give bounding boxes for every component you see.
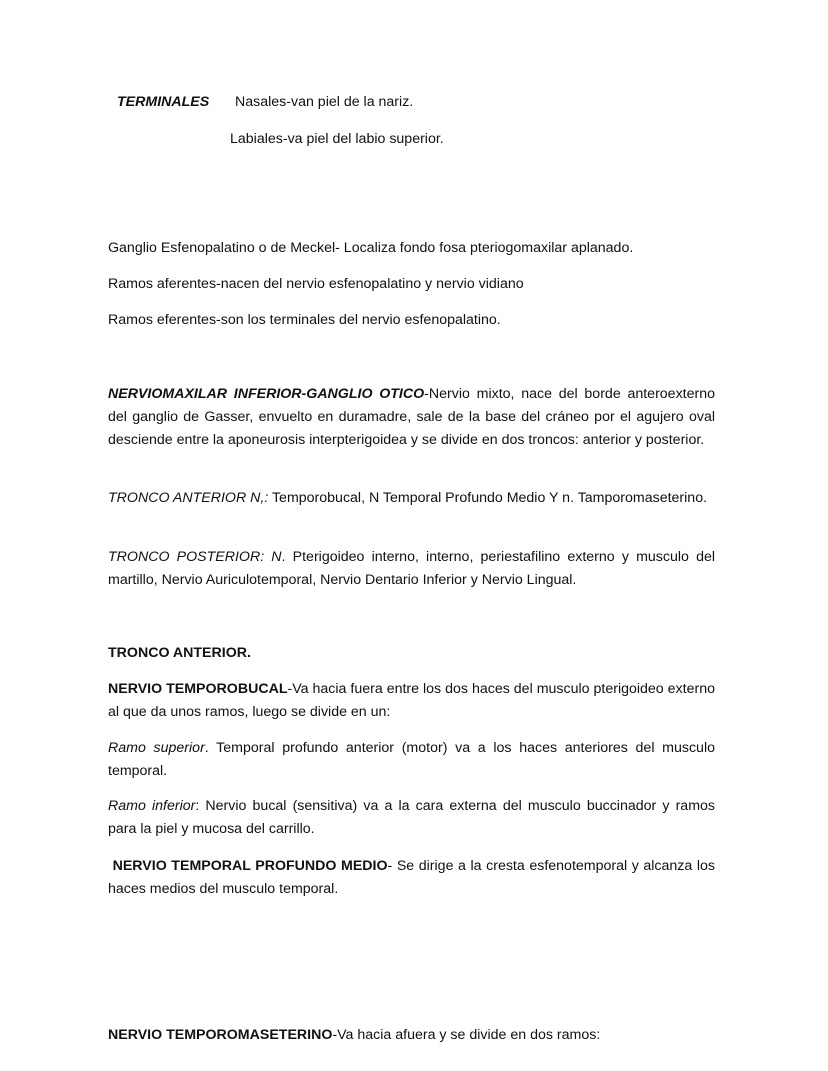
ganglio-paragraph: Ganglio Esfenopalatino o de Meckel- Localiza fondo fosa pteriogomaxilar aplanado. [108,240,634,256]
ramo-inferior-paragraph: Ramo inferior: Nervio bucal (sensitiva) va a la cara externa del musculo buccinador y ramos para la piel y mucosa del carrillo. [108,798,716,837]
terminales-label: TERMINALES [117,94,210,110]
section-heading: TRONCO ANTERIOR. [108,645,251,661]
temporobucal-heading: NERVIO TEMPOROBUCAL [108,681,288,697]
tronco-anterior-n-paragraph: TRONCO ANTERIOR N,: Temporobucal, N Temporal Profundo Medio Y n. Tamporomaseterino. [108,490,708,506]
temporomaseterino-paragraph: NERVIO TEMPOROMASETERINO-Va hacia afuera y se divide en dos ramos: [108,1027,601,1043]
ramos-eferentes-paragraph: Ramos eferentes-son los terminales del nervio esfenopalatino. [108,312,501,328]
maxilar-inferior-paragraph: NERVIOMAXILAR INFERIOR-GANGLIO OTICO-Nervio mixto, nace del borde anteroexterno del ganglio de Gasser, envuelto en duramadre, sale de la base del cráneo por el agujero oval desciende entre la aponeurosis interpterigoidea y se divide en dos troncos: anterior y posterior. [108,386,716,448]
maxilar-inferior-heading: NERVIOMAXILAR INFERIOR-GANGLIO OTICO [108,386,425,402]
tronco-posterior-paragraph: TRONCO POSTERIOR: N. Pterigoideo interno, interno, periestafilino externo y musculo del martillo, Nervio Auriculotemporal, Nervio Dentario Inferior y Nervio Lingual. [108,549,715,588]
ramo-superior-paragraph: Ramo superior. Temporal profundo anterior (motor) va a los haces anteriores del musculo temporal. [108,740,715,779]
temporal-medio-paragraph: NERVIO TEMPORAL PROFUNDO MEDIO- Se dirige a la cresta esfenotemporal y alcanza los haces medios del musculo temporal. [108,858,716,897]
terminales-item-labiales: Labiales-va piel del labio superior. [230,131,444,147]
temporal-medio-heading: NERVIO TEMPORAL PROFUNDO MEDIO [112,858,388,874]
ramos-aferentes-paragraph: Ramos aferentes-nacen del nervio esfenopalatino y nervio vidiano [108,276,524,292]
terminales-item-nasales: Nasales-van piel de la nariz. [235,94,414,110]
temporobucal-paragraph: NERVIO TEMPOROBUCAL-Va hacia fuera entre los dos haces del musculo pterigoideo externo al que da unos ramos, luego se divide en un: [108,681,715,720]
